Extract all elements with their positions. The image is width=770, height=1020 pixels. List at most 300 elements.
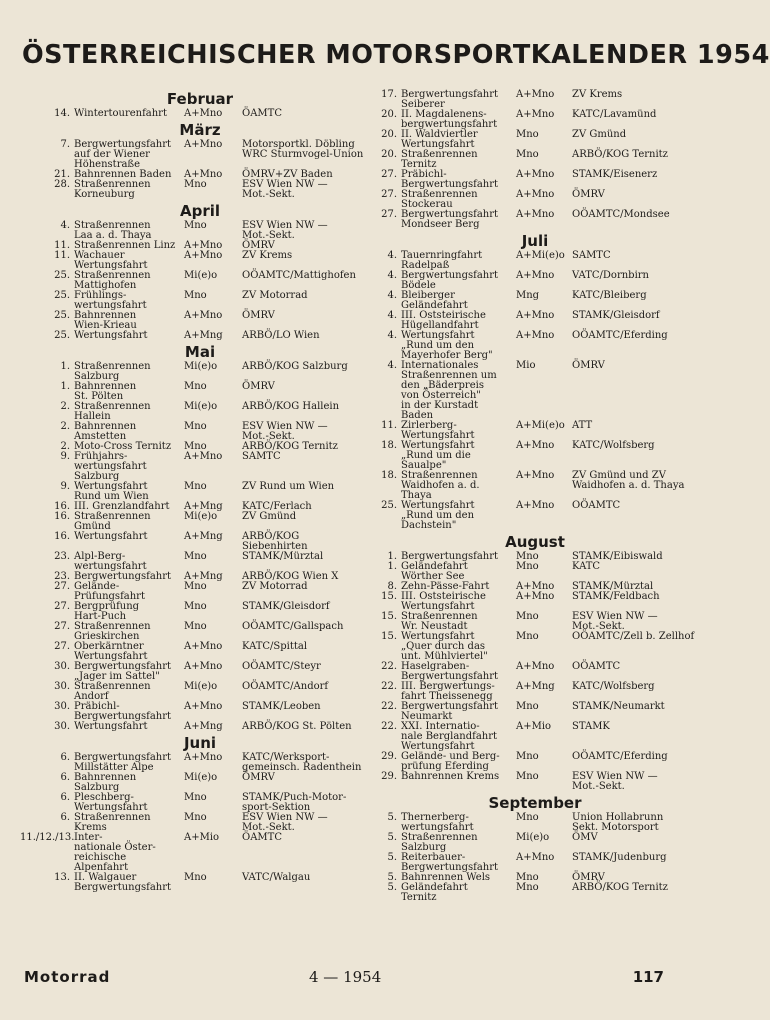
entry-event: Oberkärntner Wertungsfahrt xyxy=(74,641,148,662)
entry-class: A+Mng xyxy=(184,721,223,732)
calendar-entry xyxy=(20,793,350,813)
entry-class: A+Mno xyxy=(184,641,223,652)
calendar-entry xyxy=(350,271,690,291)
calendar-right-column xyxy=(350,89,695,903)
entry-date: 5. xyxy=(387,852,397,863)
entry-organizer: KATC xyxy=(572,561,601,572)
entry-organizer: Motorsportkl. Döbling WRC Sturmvogel-Union xyxy=(242,139,364,160)
entry-date: 1. xyxy=(387,551,397,562)
calendar-entry xyxy=(350,752,690,772)
month-heading: Juli xyxy=(521,232,549,250)
calendar-entry xyxy=(350,702,690,722)
entry-date: 20. xyxy=(381,149,397,160)
entry-class: A+Mno xyxy=(516,470,555,481)
entry-event: XXI. Internatio- nale Berglandfahrt Wertungsfahrt xyxy=(401,721,498,752)
entry-organizer: ÖMRV xyxy=(242,772,275,783)
entry-event: Geländefahrt Wörther See xyxy=(401,561,468,582)
entry-event: Straßenrennen Salzburg xyxy=(401,832,478,853)
entry-organizer: STAMK/Feldbach xyxy=(572,591,660,602)
entry-organizer: STAMK/Gleisdorf xyxy=(242,601,330,612)
month-heading: März xyxy=(179,121,221,139)
entry-event: Bahnrennen Krems xyxy=(401,771,500,782)
entry-event: Bergwertungsfahrt Millstätter Alpe xyxy=(74,752,172,773)
entry-class: A+Mno xyxy=(184,752,223,763)
entry-date: 30. xyxy=(54,721,70,732)
entry-event: Bergwertungsfahrt xyxy=(74,571,172,582)
entry-organizer: STAMK/Eibiswald xyxy=(572,551,663,562)
calendar-entry xyxy=(350,110,690,130)
entry-date: 25. xyxy=(54,310,70,321)
entry-organizer: ATT xyxy=(572,420,593,431)
entry-class: Mi(e)o xyxy=(184,361,218,372)
entry-date: 5. xyxy=(387,872,397,883)
calendar-entry xyxy=(20,291,350,311)
calendar-entry xyxy=(350,251,690,271)
entry-organizer: ÖMRV xyxy=(242,240,275,251)
entry-organizer: OÖAMTC/Zell b. Zellhof xyxy=(572,631,695,642)
entry-event: Straßenrennen Mattighofen xyxy=(74,270,151,291)
entry-organizer: ARBÖ/KOG Siebenhirten xyxy=(242,531,308,552)
entry-date: 6. xyxy=(60,812,70,823)
calendar-entry xyxy=(20,873,350,893)
entry-organizer: ÖMRV xyxy=(572,189,605,200)
entry-date: 6. xyxy=(60,792,70,803)
entry-organizer: OÖAMTC/Eferding xyxy=(572,330,668,341)
entry-date: 17. xyxy=(381,89,397,100)
calendar-entry xyxy=(20,813,350,833)
entry-event: Straßenrennen Wr. Neustadt xyxy=(401,611,478,632)
entry-organizer: ZV Krems xyxy=(242,250,293,261)
entry-event: Bahnrennen Wels xyxy=(401,872,491,883)
entry-class: A+Mio xyxy=(184,832,220,843)
entry-class: A+Mno xyxy=(516,330,555,341)
month-heading: September xyxy=(488,794,582,812)
entry-date: 4. xyxy=(387,290,397,301)
entry-event: Wertungsfahrt „Rund um den Dachstein" xyxy=(401,500,475,531)
calendar-entry xyxy=(350,612,690,632)
entry-date: 2. xyxy=(60,441,70,452)
entry-organizer: ÖMRV xyxy=(572,872,605,883)
entry-event: Wertungsfahrt „Quer durch das unt. Mühlviertel" xyxy=(401,631,488,662)
calendar-entry xyxy=(20,602,350,622)
entry-class: Mi(e)o xyxy=(184,511,218,522)
entry-class: A+Mno xyxy=(516,500,555,511)
entry-event: Geländefahrt Ternitz xyxy=(401,882,468,903)
entry-class: Mno xyxy=(516,561,539,572)
entry-class: Mno xyxy=(184,441,207,452)
entry-organizer: ESV Wien NW — Mot.-Sekt. xyxy=(572,771,658,792)
entry-event: Bergwertungsfahrt Neumarkt xyxy=(401,701,499,722)
calendar-left-column xyxy=(20,90,364,893)
magazine-name: Motorrad xyxy=(24,968,111,986)
entry-class: A+Mno xyxy=(184,250,223,261)
calendar-entry xyxy=(20,382,350,402)
calendar-entry xyxy=(350,682,690,702)
entry-organizer: ESV Wien NW — Mot.-Sekt. xyxy=(242,220,328,241)
entry-date: 27. xyxy=(381,169,397,180)
entry-event: Gelände- Prüfungsfahrt xyxy=(74,581,145,602)
calendar-entry xyxy=(20,422,350,442)
calendar-entry xyxy=(20,833,350,873)
issue-number: 4 — 1954 xyxy=(309,968,382,986)
entry-event: Tauernringfahrt Radelpaß xyxy=(401,250,483,271)
entry-date: 22. xyxy=(381,721,397,732)
entry-date: 16. xyxy=(54,511,70,522)
entry-date: 21. xyxy=(54,169,70,180)
entry-class: A+Mno xyxy=(516,852,555,863)
entry-date: 28. xyxy=(54,179,70,190)
entry-event: Straßenrennen Laa a. d. Thaya xyxy=(74,220,152,241)
entry-event: Thernerberg- wertungsfahrt xyxy=(401,812,474,833)
entry-class: A+Mi(e)o xyxy=(516,420,565,431)
entry-date: 4. xyxy=(60,220,70,231)
entry-event: Bergprüfung Hart-Puch xyxy=(74,601,140,622)
entry-date: 29. xyxy=(381,771,397,782)
entry-class: Mi(e)o xyxy=(184,401,218,412)
entry-organizer: OÖAMTC xyxy=(572,661,621,672)
entry-event: Wachauer Wertungsfahrt xyxy=(74,250,148,271)
entry-date: 29. xyxy=(381,751,397,762)
entry-event: Wertungsfahrt „Rund um den Mayerhofer Berg" xyxy=(401,330,493,361)
entry-date: 14. xyxy=(54,108,70,119)
calendar-entry xyxy=(20,311,350,331)
entry-organizer: ESV Wien NW — Mot.-Sekt. xyxy=(242,812,328,833)
entry-class: Mno xyxy=(184,481,207,492)
entry-organizer: ARBÖ/KOG Ternitz xyxy=(572,882,668,893)
entry-class: A+Mno xyxy=(516,89,555,100)
entry-class: A+Mio xyxy=(516,721,552,732)
entry-class: A+Mno xyxy=(516,440,555,451)
entry-date: 23. xyxy=(54,571,70,582)
entry-date: 16. xyxy=(54,501,70,512)
entry-class: Mno xyxy=(184,220,207,231)
month-heading: Mai xyxy=(184,343,216,361)
month-heading: August xyxy=(505,533,565,551)
entry-organizer: ZV Gmünd xyxy=(242,511,297,522)
entry-organizer: OÖAMTC/Andorf xyxy=(242,681,329,692)
calendar-entry xyxy=(350,501,690,531)
entry-organizer: OÖAMTC xyxy=(572,500,621,511)
entry-class: Mno xyxy=(184,792,207,803)
entry-date: 11. xyxy=(54,250,70,261)
entry-event: Straßenrennen Gmünd xyxy=(74,511,151,532)
entry-class: A+Mno xyxy=(516,310,555,321)
entry-class: A+Mno xyxy=(184,661,223,672)
entry-date: 1. xyxy=(387,561,397,572)
calendar-entry xyxy=(350,421,690,441)
calendar-entry xyxy=(350,361,690,421)
entry-organizer: ZV Gmünd xyxy=(572,129,627,140)
entry-event: III. Oststeirische Hügellandfahrt xyxy=(401,310,486,331)
entry-class: Mno xyxy=(184,551,207,562)
calendar-entry xyxy=(20,251,350,271)
entry-class: A+Mno xyxy=(184,240,223,251)
entry-event: Wertungsfahrt Rund um Wien xyxy=(74,481,149,502)
page-title: ÖSTERREICHISCHER MOTORSPORTKALENDER 1954 xyxy=(22,40,770,70)
entry-organizer: STAMK/Mürztal xyxy=(242,551,324,562)
entry-class: A+Mno xyxy=(184,139,223,150)
calendar-entry xyxy=(20,622,350,642)
entry-class: A+Mno xyxy=(516,270,555,281)
entry-class: Mno xyxy=(184,179,207,190)
entry-organizer: ÖMRV xyxy=(572,360,605,371)
entry-date: 27. xyxy=(381,189,397,200)
entry-event: Straßenrennen Linz xyxy=(74,240,176,251)
entry-organizer: ARBÖ/KOG Wien X xyxy=(242,571,339,582)
entry-event: Bahnrennen St. Pölten xyxy=(74,381,137,402)
entry-date: 22. xyxy=(381,661,397,672)
calendar-entry xyxy=(20,221,350,241)
entry-organizer: OÖAMTC/Mattighofen xyxy=(242,270,356,281)
entry-event: Bergwertungsfahrt auf der Wiener Höhenstraße xyxy=(74,139,172,170)
entry-event: Bergwertungsfahrt Mondseer Berg xyxy=(401,209,499,230)
calendar-entry xyxy=(20,270,356,291)
entry-date: 4. xyxy=(387,310,397,321)
entry-organizer: STAMK/Eisenerz xyxy=(572,169,658,180)
entry-class: A+Mno xyxy=(184,310,223,321)
entry-class: A+Mng xyxy=(184,330,223,341)
entry-class: Mi(e)o xyxy=(184,681,218,692)
entry-date: 5. xyxy=(387,812,397,823)
calendar-entry xyxy=(20,139,364,170)
entry-date: 30. xyxy=(54,701,70,712)
calendar-entry xyxy=(350,150,690,170)
entry-class: Mno xyxy=(516,751,539,762)
entry-class: Mno xyxy=(184,381,207,392)
entry-event: Straßenrennen Hallein xyxy=(74,401,151,422)
entry-event: Straßenrennen Grieskirchen xyxy=(74,621,151,642)
calendar-entry xyxy=(350,471,690,501)
calendar-entry xyxy=(350,331,690,361)
entry-organizer: STAMK/Judenburg xyxy=(572,852,667,863)
calendar-entry xyxy=(20,452,350,482)
entry-organizer: VATC/Walgau xyxy=(242,872,311,883)
entry-class: Mio xyxy=(516,360,536,371)
entry-date: 27. xyxy=(54,621,70,632)
entry-date: 9. xyxy=(60,481,70,492)
entry-event: Frühlings- wertungsfahrt xyxy=(74,290,147,311)
entry-class: Mno xyxy=(516,701,539,712)
entry-date: 25. xyxy=(54,290,70,301)
entry-organizer: ESV Wien NW — Mot.-Sekt. xyxy=(242,179,328,200)
entry-event: Straßenrennen Korneuburg xyxy=(74,179,151,200)
entry-date: 9. xyxy=(60,451,70,462)
entry-organizer: ARBÖ/LO Wien xyxy=(242,330,320,341)
entry-class: A+Mno xyxy=(184,169,223,180)
entry-date: 4. xyxy=(387,270,397,281)
calendar-entry xyxy=(20,752,362,773)
entry-organizer: KATC/Werksport- gemeinsch. Radenthein xyxy=(242,752,362,773)
entry-date: 8. xyxy=(387,581,397,592)
entry-class: A+Mng xyxy=(184,571,223,582)
entry-event: Wertungsfahrt „Rund um die Saualpe" xyxy=(401,440,475,471)
calendar-entry xyxy=(350,562,690,582)
entry-organizer: KATC/Wolfsberg xyxy=(572,681,655,692)
entry-organizer: ARBÖ/KOG Ternitz xyxy=(572,149,668,160)
entry-event: Präbichl- Bergwertungsfahrt xyxy=(401,169,499,190)
entry-class: Mno xyxy=(184,581,207,592)
entry-date: 27. xyxy=(54,601,70,612)
entry-organizer: ARBÖ/KOG Hallein xyxy=(242,401,340,412)
calendar-entry xyxy=(20,180,350,200)
entry-event: Moto-Cross Ternitz xyxy=(74,441,172,452)
entry-event: Bergwertungsfahrt „Jager im Sattel" xyxy=(74,661,172,682)
entry-date: 20. xyxy=(381,129,397,140)
entry-organizer: ÖAMTC xyxy=(242,832,282,843)
calendar-entry xyxy=(350,90,690,110)
entry-event: Wintertourenfahrt xyxy=(74,108,167,119)
entry-class: Mno xyxy=(184,421,207,432)
entry-class: Mno xyxy=(516,149,539,160)
entry-event: Bahnrennen Salzburg xyxy=(74,772,137,793)
entry-organizer: ÖMRV+ZV Baden xyxy=(242,169,333,180)
entry-date: 6. xyxy=(60,752,70,763)
entry-event: III. Bergwertungs- fahrt Theissenegg xyxy=(401,681,495,702)
entry-event: Bahnrennen Amstetten xyxy=(74,421,137,442)
entry-organizer: STAMK/Leoben xyxy=(242,701,321,712)
entry-organizer: ZV Motorrad xyxy=(242,581,308,592)
entry-event: Straßenrennen Stockerau xyxy=(401,189,478,210)
entry-organizer: ZV Krems xyxy=(572,89,623,100)
entry-organizer: SAMTC xyxy=(572,250,611,261)
calendar-entry xyxy=(20,582,350,602)
entry-date: 15. xyxy=(381,631,397,642)
entry-class: Mno xyxy=(516,812,539,823)
entry-event: Bahnrennen Baden xyxy=(74,169,172,180)
entry-class: A+Mno xyxy=(516,591,555,602)
entry-event: Zehn-Pässe-Fahrt xyxy=(401,581,490,592)
entry-date: 30. xyxy=(54,661,70,672)
entry-organizer: KATC/Bleiberg xyxy=(572,290,647,301)
entry-event: Internationales Straßenrennen um den „Bäderpreis von Österreich" in der Kurstadt Baden xyxy=(401,360,497,421)
entry-class: A+Mno xyxy=(184,108,223,119)
calendar-entry xyxy=(20,662,350,682)
entry-class: Mno xyxy=(184,812,207,823)
entry-organizer: STAMK/Puch-Motor- sport-Sektion xyxy=(242,792,347,813)
entry-organizer: STAMK/Neumarkt xyxy=(572,701,665,712)
page-footer xyxy=(24,968,664,988)
entry-event: Bleiberger Geländefahrt xyxy=(401,290,468,311)
calendar-entry xyxy=(350,170,690,190)
month-heading: Februar xyxy=(166,90,234,108)
calendar-entry xyxy=(350,833,690,853)
entry-date: 1. xyxy=(60,361,70,372)
entry-organizer: OÖAMTC/Gallspach xyxy=(242,621,344,632)
entry-date: 13. xyxy=(54,872,70,883)
entry-organizer: KATC/Ferlach xyxy=(242,501,312,512)
entry-event: Inter- nationale Öster- reichische Alpenfahrt xyxy=(74,832,156,873)
calendar-entry xyxy=(20,773,350,793)
entry-date: 25. xyxy=(381,500,397,511)
entry-date: 20. xyxy=(381,109,397,120)
calendar-entry xyxy=(20,682,350,702)
entry-organizer: ESV Wien NW — Mot.-Sekt. xyxy=(572,611,658,632)
entry-class: A+Mng xyxy=(516,681,555,692)
calendar-entry xyxy=(350,210,690,230)
entry-event: Straßenrennen Ternitz xyxy=(401,149,478,170)
entry-class: A+Mno xyxy=(516,169,555,180)
entry-class: Mi(e)o xyxy=(184,772,218,783)
entry-event: Wertungsfahrt xyxy=(74,721,148,732)
entry-class: Mno xyxy=(184,872,207,883)
entry-date: 11./12./13. xyxy=(20,832,75,843)
entry-organizer: ÖMV xyxy=(572,832,598,843)
entry-date: 5. xyxy=(387,832,397,843)
calendar-entry xyxy=(20,702,350,722)
entry-organizer: KATC/Spittal xyxy=(242,641,308,652)
entry-event: Reiterbauer- Bergwertungsfahrt xyxy=(401,852,499,873)
entry-event: Pleschberg- Wertungsfahrt xyxy=(74,792,148,813)
entry-organizer: OÖAMTC/Mondsee xyxy=(572,209,670,220)
entry-date: 22. xyxy=(381,701,397,712)
calendar-entry xyxy=(350,441,690,471)
entry-date: 15. xyxy=(381,591,397,602)
entry-organizer: ZV Rund um Wien xyxy=(242,481,335,492)
entry-date: 7. xyxy=(60,139,70,150)
calendar-entry xyxy=(350,772,690,792)
entry-organizer: ESV Wien NW — Mot.-Sekt. xyxy=(242,421,328,442)
entry-class: A+Mng xyxy=(184,531,223,542)
entry-event: Frühjahrs- wertungsfahrt Salzburg xyxy=(74,451,147,482)
calendar-entry xyxy=(20,642,350,662)
calendar-entry xyxy=(350,291,690,311)
entry-event: Präbichl- Bergwertungsfahrt xyxy=(74,701,172,722)
calendar-entry xyxy=(20,552,350,572)
entry-date: 2. xyxy=(60,421,70,432)
entry-class: A+Mno xyxy=(516,581,555,592)
entry-organizer: KATC/Wolfsberg xyxy=(572,440,655,451)
entry-class: A+Mno xyxy=(184,701,223,712)
entry-organizer: ÖAMTC xyxy=(242,108,282,119)
entry-event: II. Walgauer Bergwertungsfahrt xyxy=(74,872,172,893)
entry-class: Mno xyxy=(184,290,207,301)
entry-date: 23. xyxy=(54,551,70,562)
entry-organizer: ZV Gmünd und ZV Waidhofen a. d. Thaya xyxy=(572,470,685,491)
entry-class: Mno xyxy=(516,771,539,782)
entry-date: 6. xyxy=(60,772,70,783)
entry-class: A+Mno xyxy=(516,209,555,220)
entry-class: Mi(e)o xyxy=(516,832,550,843)
entry-class: Mng xyxy=(516,290,540,301)
entry-event: III. Oststeirische Wertungsfahrt xyxy=(401,591,486,612)
entry-class: A+Mno xyxy=(516,189,555,200)
entry-date: 27. xyxy=(381,209,397,220)
entry-organizer: ARBÖ/KOG Ternitz xyxy=(242,441,338,452)
entry-event: III. Grenzlandfahrt xyxy=(74,501,170,512)
calendar-entry xyxy=(350,592,690,612)
entry-event: Bahnrennen Wien-Krieau xyxy=(74,310,137,331)
entry-organizer: Union Hollabrunn Sekt. Motorsport xyxy=(572,812,664,833)
entry-date: 11. xyxy=(381,420,397,431)
entry-date: 30. xyxy=(54,681,70,692)
entry-class: Mno xyxy=(516,872,539,883)
entry-event: Alpl-Berg- wertungsfahrt xyxy=(74,551,147,572)
calendar-entry xyxy=(350,631,695,662)
entry-class: Mno xyxy=(184,621,207,632)
entry-date: 2. xyxy=(60,401,70,412)
entry-class: A+Mi(e)o xyxy=(516,250,565,261)
entry-date: 1. xyxy=(60,381,70,392)
entry-event: II. Magdalenens- bergwertungsfahrt xyxy=(401,109,498,130)
entry-event: Bergwertungsfahrt Bödele xyxy=(401,270,499,291)
entry-organizer: ARBÖ/KOG Salzburg xyxy=(242,361,348,372)
calendar-entry xyxy=(20,109,350,119)
entry-event: Straßenrennen Andorf xyxy=(74,681,151,702)
calendar-entry xyxy=(350,813,690,833)
entry-organizer: ÖMRV xyxy=(242,381,275,392)
entry-date: 25. xyxy=(54,270,70,281)
entry-event: Straßenrennen Salzburg xyxy=(74,361,151,382)
